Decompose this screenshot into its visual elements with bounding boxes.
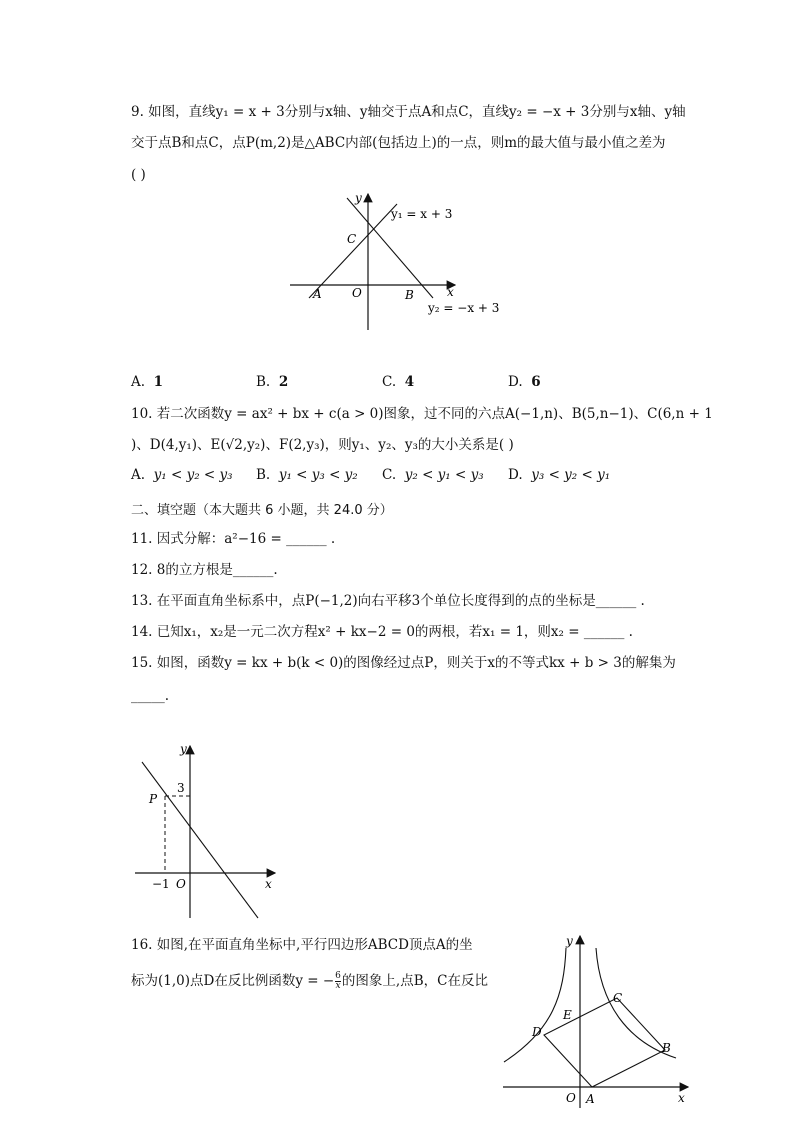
q16-label-o: O [566,1091,576,1105]
q9-x-label: x [447,285,454,299]
q9-label-y2: y₂ = −x + 3 [428,301,500,315]
q9-option-c[interactable] [382,374,414,390]
q12-text: 12. 8的立方根是______. [131,562,278,578]
q10-text-line2: )、D(4,y₁)、E(√2,y₂)、F(2,y₃)，则y₁、y₂、y₃的大小关系是( ) [131,437,514,453]
q9-label-b: B [405,288,414,302]
option-value: 6 [531,374,541,390]
q9-text-line3: ( ) [131,167,146,183]
q15-figure [130,740,280,920]
q16-label-e: E [563,1008,572,1022]
q10-option-a[interactable] [131,467,233,483]
q16-label-d: D [532,1025,542,1039]
q16-text-line1: 16. 如图,在平面直角坐标中,平行四边形ABCD顶点A的坐 [131,937,473,953]
q16-y-label: y [566,934,573,948]
q16-label-a: A [586,1092,595,1106]
q15-x-label: x [265,877,272,891]
q9-option-b[interactable] [256,374,288,390]
option-value: 1 [153,374,164,390]
q16-label-b: B [662,1041,671,1055]
q15-text-line2: _____. [131,688,170,704]
q9-line-y1 [309,204,397,298]
q16-frac-num: 6 [335,971,341,981]
option-key: C. [382,467,397,483]
q16-left-hyperbola [504,948,566,1062]
option-value: y₂ < y₁ < y₃ [404,467,484,483]
q16-text-line2 [131,972,488,991]
q10-option-b[interactable] [256,467,358,483]
q15-label-o: O [176,877,186,891]
q15-label-3: 3 [177,781,185,795]
option-key: A. [131,374,146,390]
option-value: y₁ < y₂ < y₃ [153,467,233,483]
option-value: 2 [278,374,289,390]
option-key: B. [256,374,271,390]
q9-label-y1: y₁ = x + 3 [391,207,453,221]
option-key: D. [508,374,523,390]
option-key: B. [256,467,271,483]
q9-option-a[interactable] [131,374,163,390]
q9-text-line1: 9. 如图，直线y₁ = x + 3分别与x轴、y轴交于点A和点C，直线y₂ = −x + 3分别与x轴、y轴 [131,104,686,120]
q10-text-line1: 10. 若二次函数y = ax² + bx + c(a > 0)图象，过不同的六点A(−1,n)、B(5,n−1)、C(6,n + 1 [131,406,713,422]
q9-label-o: O [352,286,362,300]
q16-frac-den: x [335,981,341,991]
q16-x-label: x [678,1091,685,1105]
option-key: D. [508,467,523,483]
option-value: y₃ < y₂ < y₁ [531,467,611,483]
q11-text: 11. 因式分解：a²−16 = ______ . [131,531,336,547]
q16-line2-part-a: 标为(1,0)点D在反比例函数y = − [131,973,335,989]
option-key: C. [382,374,397,390]
q9-figure [285,188,515,336]
q9-label-c: C [347,232,357,246]
q13-text: 13. 在平面直角坐标系中，点P(−1,2)向右平移3个单位长度得到的点的坐标是______ . [131,593,645,609]
q14-text: 14. 已知x₁，x₂是一元二次方程x² + kx−2 = 0的两根，若x₁ = 1，则x₂ = ______ . [131,624,633,640]
q15-label-p: P [149,792,158,806]
section-heading: 二、填空题（本大题共 6 小题，共 24.0 分） [131,503,393,518]
q15-text-line1: 15. 如图，函数y = kx + b(k < 0)的图像经过点P，则关于x的不等式kx + b > 3的解集为 [131,655,676,671]
q16-fraction [335,972,341,991]
q16-figure [498,930,694,1110]
q9-option-d[interactable] [508,374,541,390]
option-value: 4 [404,374,415,390]
q9-y-label: y [355,191,362,205]
option-value: y₁ < y₃ < y₂ [278,467,358,483]
q10-option-c[interactable] [382,467,484,483]
q10-option-d[interactable] [508,467,610,483]
q15-y-label: y [180,742,187,756]
q15-label-neg1: −1 [152,877,170,891]
q16-line2-part-b: 的图象上,点B，C在反比 [341,973,488,989]
q9-label-a: A [313,287,322,301]
q15-function-line [142,762,258,918]
q9-text-line2: 交于点B和点C，点P(m,2)是△ABC内部(包括边上)的一点，则m的最大值与最小值之差为 [131,135,666,151]
option-key: A. [131,467,146,483]
q16-label-c: C [613,991,623,1005]
